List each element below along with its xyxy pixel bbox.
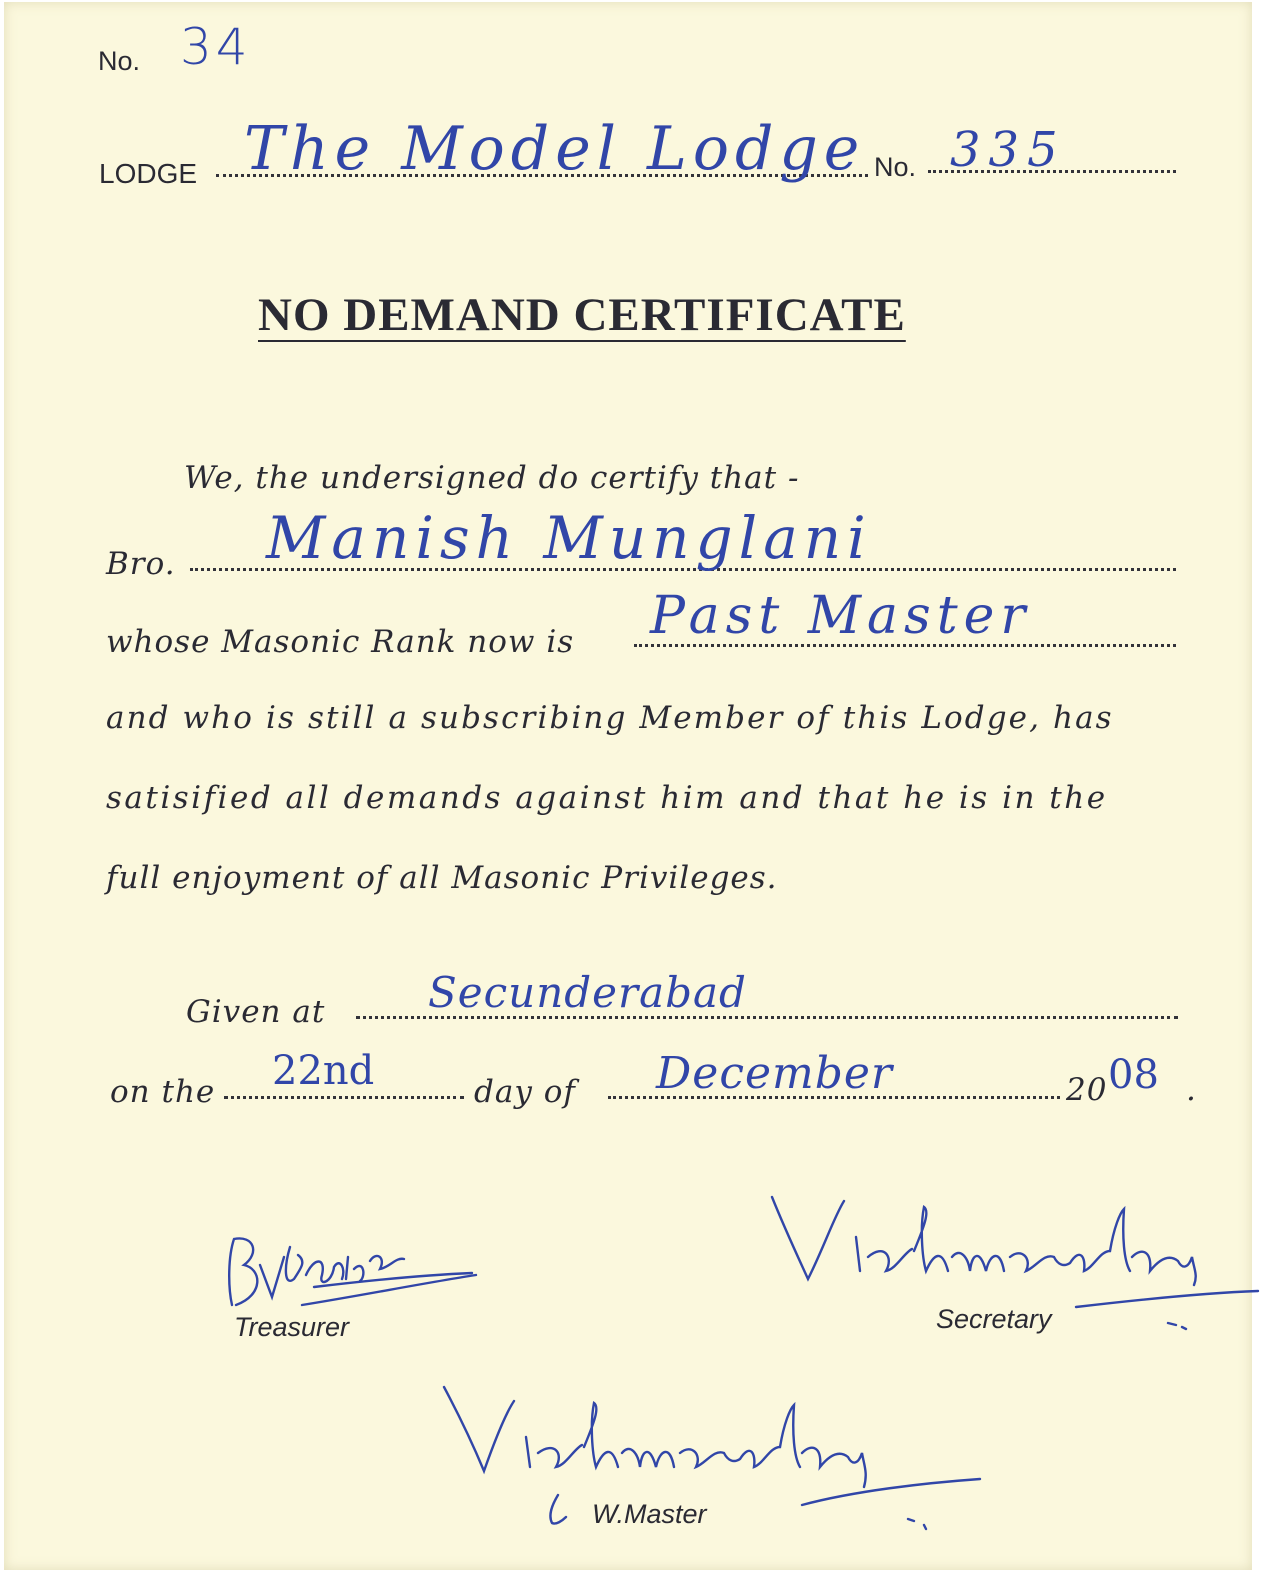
lodge-value: The Model Lodge [244,114,866,184]
treasurer-label: Treasurer [234,1312,350,1342]
body-line-2: satisified all demands against him and that he is in the [106,780,1108,816]
intro-text: We, the undersigned do certify that - [184,460,800,496]
given-at-label: Given at [186,994,326,1030]
number-label: No. [98,46,141,76]
rank-value: Past Master [650,586,1032,646]
day-value: 22nd [272,1048,375,1094]
bro-label: Bro. [106,546,176,582]
year-suffix: 08 [1108,1052,1159,1098]
year-prefix: 20 [1066,1072,1108,1108]
year-end: . [1186,1072,1197,1108]
master-label: W.Master [592,1499,707,1529]
secretary-label: Secretary [936,1304,1052,1334]
day-dotted-line [224,1096,464,1099]
treasurer-signature [214,1217,514,1327]
given-at-value: Secunderabad [428,968,747,1017]
certificate-sheet [4,2,1252,1570]
rank-label: whose Masonic Rank now is [106,624,575,660]
body-line-3: full enjoyment of all Masonic Privileges. [106,860,778,896]
day-of-label: day of [474,1074,576,1110]
month-value: December [656,1048,893,1099]
on-the-label: on the [110,1074,216,1110]
lodge-number-label: No. [874,152,917,182]
bro-value: Manish Munglani [266,504,872,572]
certificate-title: NO DEMAND CERTIFICATE [258,289,906,341]
lodge-label: LODGE [99,158,198,189]
body-line-1: and who is still a subscribing Member of this Lodge, has [106,700,1114,736]
number-value: 34 [180,18,252,76]
lodge-number-value: 335 [950,122,1066,178]
master-signature [434,1377,994,1557]
